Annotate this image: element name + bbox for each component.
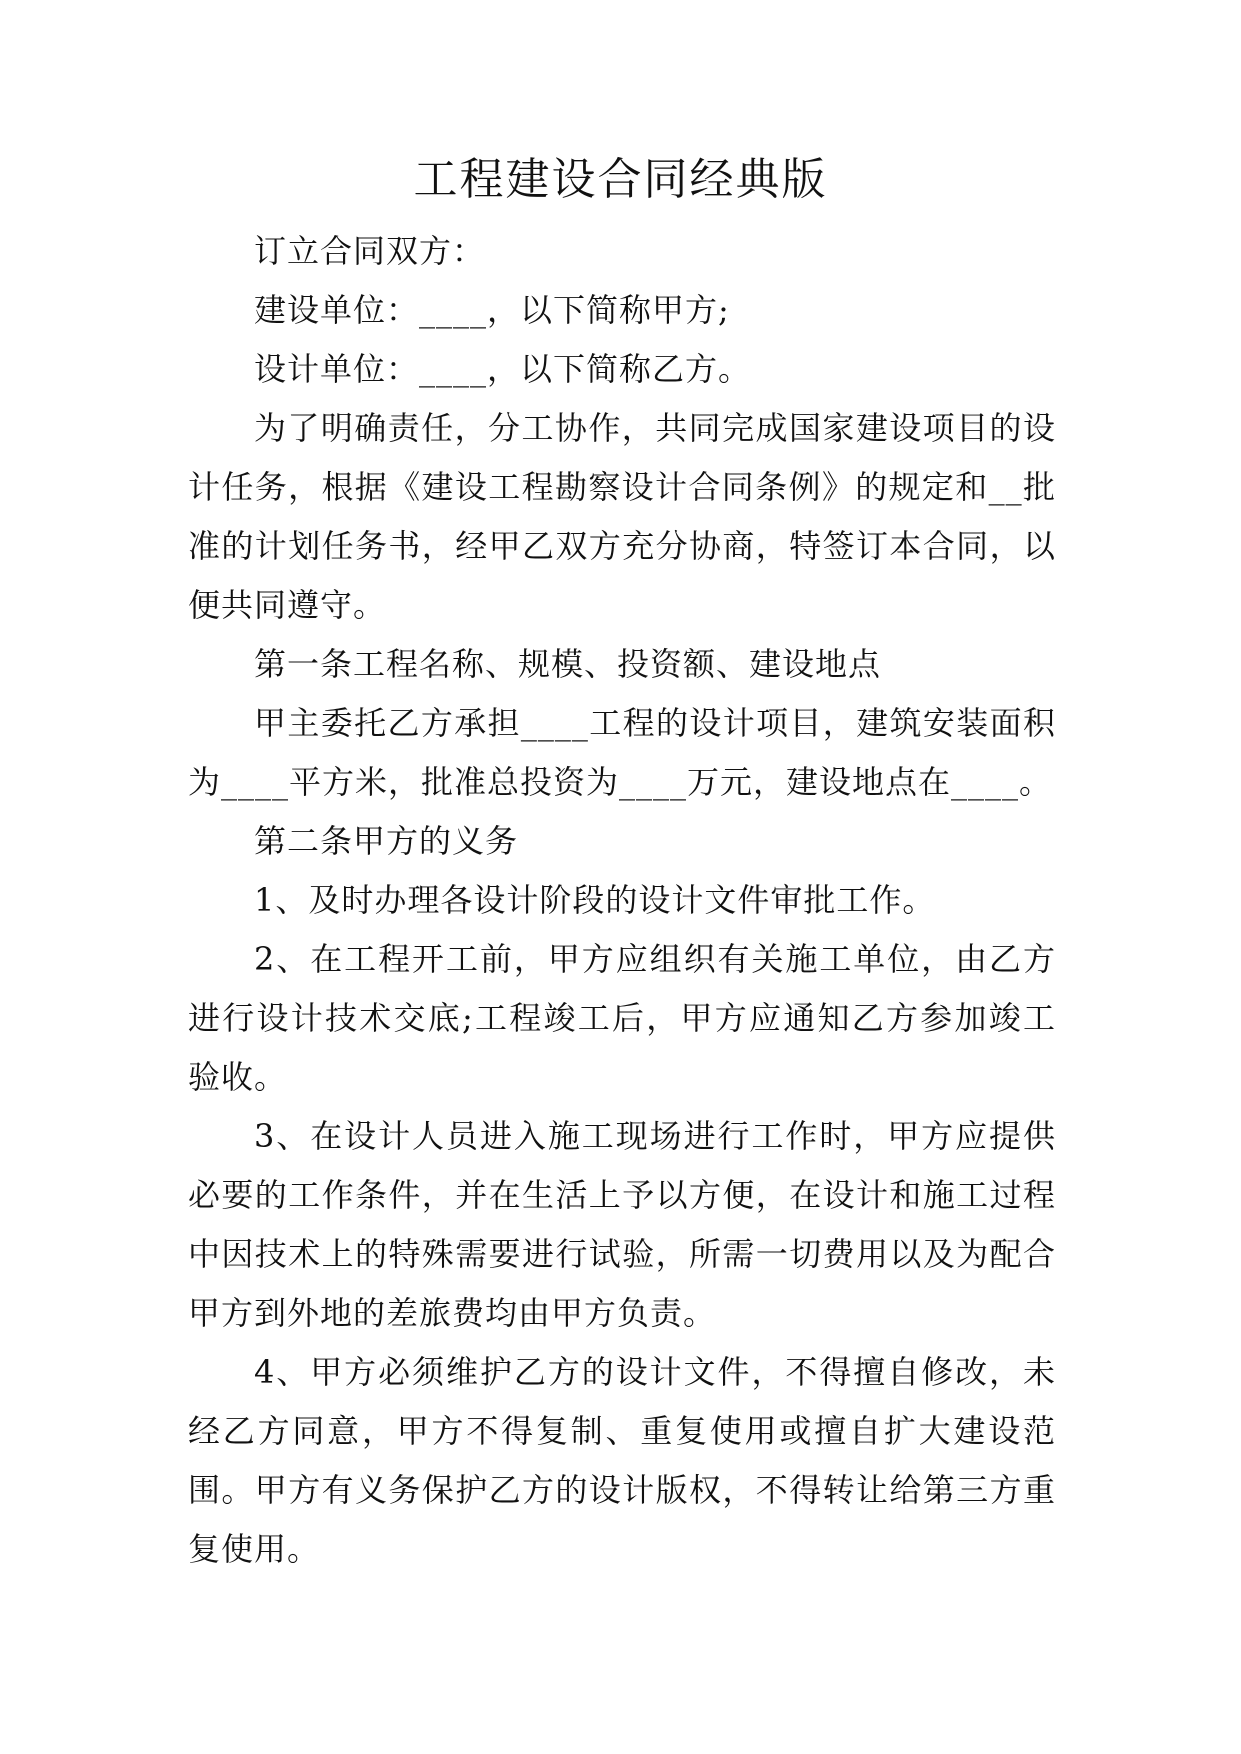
- paragraph-article-2-heading: 第二条甲方的义务: [254, 822, 519, 860]
- paragraph-clause-2: 2、在工程开工前，甲方应组织有关施工单位，由乙方进行设计技术交底;工程竣工后，甲方应通知乙方参加竣工验收。: [188, 940, 1056, 1096]
- paragraph-article-1-body: 甲主委托乙方承担____工程的设计项目，建筑安装面积为____平方米，批准总投资为____万元，建设地点在____。: [188, 704, 1056, 801]
- paragraph-parties-heading: 订立合同双方：: [254, 232, 486, 270]
- paragraph-clause-4: 4、甲方必须维护乙方的设计文件，不得擅自修改，未经乙方同意，甲方不得复制、重复使用或擅自扩大建设范围。甲方有义务保护乙方的设计版权，不得转让给第三方重复使用。: [188, 1353, 1056, 1568]
- document-body: [188, 222, 1056, 1579]
- paragraph-party-b: 设计单位：____，以下简称乙方。: [254, 350, 752, 388]
- paragraph-party-a: 建设单位：____，以下简称甲方;: [254, 291, 730, 329]
- paragraph-clause-1: 1、及时办理各设计阶段的设计文件审批工作。: [254, 881, 936, 919]
- document-title: 工程建设合同经典版: [413, 154, 828, 205]
- paragraph-preamble: 为了明确责任，分工协作，共同完成国家建设项目的设计任务，根据《建设工程勘察设计合同条例》的规定和__批准的计划任务书，经甲乙双方充分协商，特签订本合同，以便共同遵守。: [188, 409, 1056, 624]
- paragraph-clause-3: 3、在设计人员进入施工现场进行工作时，甲方应提供必要的工作条件，并在生活上予以方便，在设计和施工过程中因技术上的特殊需要进行试验，所需一切费用以及为配合甲方到外地的差旅费均由甲方负责。: [188, 1117, 1056, 1332]
- paragraph-article-1-heading: 第一条工程名称、规模、投资额、建设地点: [254, 645, 882, 683]
